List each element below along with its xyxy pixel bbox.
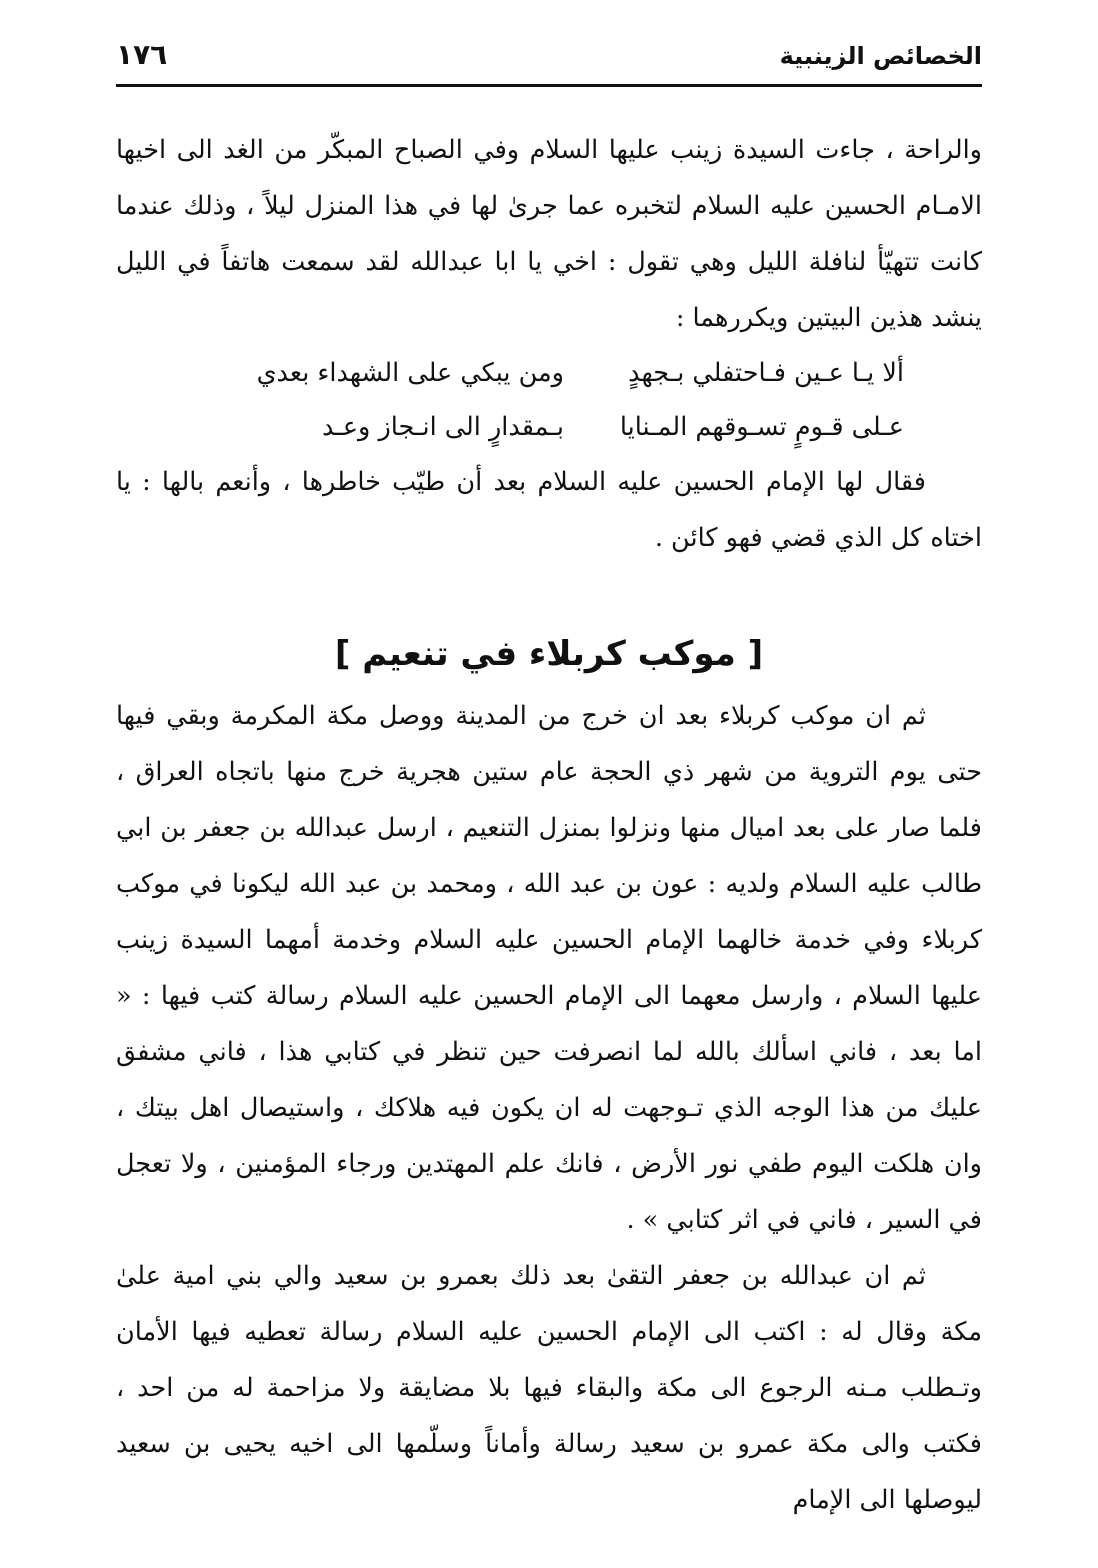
poem-second-hemistich: بـمقدارٍ الى انـجاز وعـد [321, 412, 564, 442]
heading-bracket-open: [ [747, 634, 764, 674]
poem-verse [116, 400, 982, 454]
book-title: الخصائص الزينبية [779, 42, 982, 70]
poem-second-hemistich: ومن يبكي على الشهداء بعدي [256, 358, 564, 388]
page-number: ١٧٦ [116, 38, 168, 71]
poem [116, 346, 982, 454]
convoy-paragraph: ثم ان موكب كربلاء بعد ان خرج من المدينة ووصل مكة المكرمة وبقي فيها حتى يوم التروية من شهر ذي الحجة عام ستين هجرية خرج منها باتجاه العراق ، فلما صار على بعد اميال منها ونزلوا بمنزل التنعيم ، ارسل عبدالله بن جعفر بن ابي طالب عليه السلام ولديه : عون بن عبد الله ، ومحمد بن عبد الله ليكونا في موكب كربلاء وفي خدمة خالهما الإمام الحسين عليه السلام وخدمة أمهما السيدة زينب عليها السلام ، وارسل معهما الى الإمام الحسين عليه السلام رسالة كتب فيها : « اما بعد ، فاني اسألك بالله لما انصرفت حين تنظر في كتابي هذا ، فاني مشفق عليك من هذا الوجه الذي تـوجهت له ان يكون فيه هلاكك ، واستيصال اهل بيتك ، وان هلكت اليوم طفي نور الأرض ، فانك علم المهتدين ورجاء المؤمنين ، ولا تعجل في السير ، فاني في اثر كتابي » . [116, 701, 982, 1235]
section-heading-text: موكب كربلاء في تنعيم [362, 634, 736, 674]
poem-first-hemistich: عـلى قـومٍ تسـوقهم المـنايا [619, 412, 904, 442]
intro-paragraph: والراحة ، جاءت السيدة زينب عليها السلام وفي الصباح المبكّر من الغد الى اخيها الامـام الحسين عليه السلام لتخبره عما جرىٰ لها في هذا المنزل ليلاً ، وذلك عندما كانت تتهيّأ لنافلة الليل وهي تقول : اخي يا ابا عبدالله لقد سمعت هاتفاً في الليل ينشد هذين البيتين ويكررهما : [116, 135, 982, 333]
letter-paragraph: ثم ان عبدالله بن جعفر التقىٰ بعد ذلك بعمرو بن سعيد والي بني امية علىٰ مكة وقال له : اكتب الى الإمام الحسين عليه السلام رسالة تعطيه فيها الأمان وتـطلب مـنه الرجوع الى مكة والبقاء فيها بلا مضايقة ولا مزاحمة له من احد ، فكتب والى مكة عمرو بن سعيد رسالة وأماناً وسلّمها الى اخيه يحيى بن سعيد ليوصلها الى الإمام [116, 1261, 982, 1515]
reply-paragraph: فقال لها الإمام الحسين عليه السلام بعد أن طيّب خاطرها ، وأنعم بالها : يا اختاه كل الذي قضي فهو كائن . [116, 467, 982, 553]
section-heading [116, 624, 982, 684]
page-content [116, 122, 982, 1528]
running-header [116, 36, 982, 87]
poem-verse [116, 346, 982, 400]
poem-first-hemistich: ألا يـا عـين فـاحتفلي بـجهدٍ [628, 358, 904, 388]
heading-bracket-close: ] [334, 634, 351, 674]
